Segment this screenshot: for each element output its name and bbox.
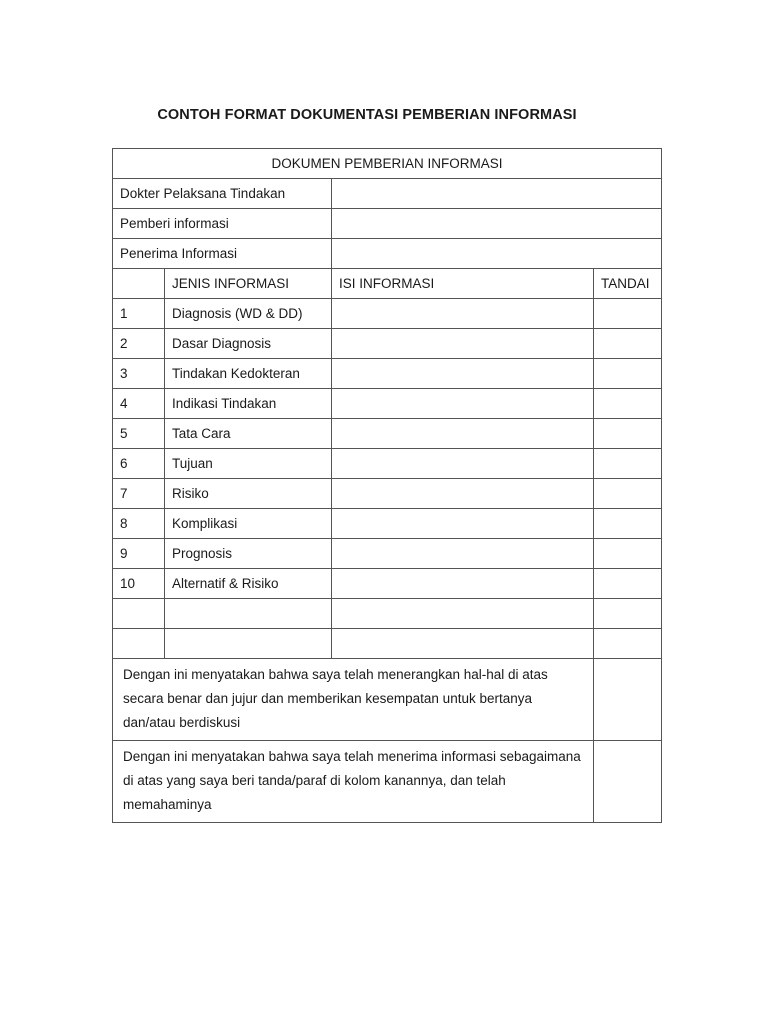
table-row <box>113 509 662 539</box>
item-isi-field[interactable] <box>332 329 594 359</box>
item-tanda-field[interactable] <box>594 449 662 479</box>
item-isi-field[interactable] <box>332 389 594 419</box>
table-row-blank <box>113 629 662 659</box>
table-row <box>113 569 662 599</box>
item-number[interactable] <box>113 629 165 659</box>
info-row-dokter <box>113 179 662 209</box>
table-header: DOKUMEN PEMBERIAN INFORMASI <box>113 149 662 179</box>
info-value-field[interactable] <box>332 179 662 209</box>
info-label: Penerima Informasi <box>113 239 332 269</box>
item-tanda-field[interactable] <box>594 509 662 539</box>
column-header-tanda: TANDAI <box>594 269 662 299</box>
item-tanda-field[interactable] <box>594 359 662 389</box>
column-header-row <box>113 269 662 299</box>
document-title: CONTOH FORMAT DOKUMENTASI PEMBERIAN INFORMASI <box>157 107 577 123</box>
item-tanda-field[interactable] <box>594 479 662 509</box>
table-row <box>113 449 662 479</box>
item-tanda-field[interactable] <box>594 539 662 569</box>
table-row <box>113 359 662 389</box>
item-jenis: Alternatif & Risiko <box>165 569 332 599</box>
information-form-table <box>112 148 662 823</box>
item-number: 2 <box>113 329 165 359</box>
column-header-isi: ISI INFORMASI <box>332 269 594 299</box>
item-jenis: Indikasi Tindakan <box>165 389 332 419</box>
item-tanda-field[interactable] <box>594 299 662 329</box>
item-jenis[interactable] <box>165 629 332 659</box>
table-header-row <box>113 149 662 179</box>
table-row <box>113 479 662 509</box>
item-jenis: Risiko <box>165 479 332 509</box>
item-isi-field[interactable] <box>332 299 594 329</box>
table-row-blank <box>113 599 662 629</box>
statement-tanda-field[interactable] <box>594 659 662 741</box>
info-value-field[interactable] <box>332 239 662 269</box>
item-number: 4 <box>113 389 165 419</box>
item-isi-field[interactable] <box>332 599 594 629</box>
item-tanda-field[interactable] <box>594 419 662 449</box>
item-jenis: Komplikasi <box>165 509 332 539</box>
item-number: 1 <box>113 299 165 329</box>
item-jenis: Tata Cara <box>165 419 332 449</box>
column-header-no <box>113 269 165 299</box>
item-number: 6 <box>113 449 165 479</box>
statement-text: Dengan ini menyatakan bahwa saya telah menerima informasi sebagaimana di atas yang saya beri tanda/paraf di kolom kanannya, dan telah memahaminya <box>113 741 594 823</box>
item-isi-field[interactable] <box>332 629 594 659</box>
info-row-pemberi <box>113 209 662 239</box>
item-tanda-field[interactable] <box>594 389 662 419</box>
item-jenis: Prognosis <box>165 539 332 569</box>
item-number: 9 <box>113 539 165 569</box>
item-jenis: Tujuan <box>165 449 332 479</box>
statement-row-penerima <box>113 741 662 823</box>
item-number: 7 <box>113 479 165 509</box>
item-jenis: Tindakan Kedokteran <box>165 359 332 389</box>
item-isi-field[interactable] <box>332 509 594 539</box>
statement-row-pemberi <box>113 659 662 741</box>
item-isi-field[interactable] <box>332 569 594 599</box>
item-tanda-field[interactable] <box>594 569 662 599</box>
item-number: 5 <box>113 419 165 449</box>
item-isi-field[interactable] <box>332 359 594 389</box>
table-row <box>113 329 662 359</box>
table-row <box>113 389 662 419</box>
info-label: Dokter Pelaksana Tindakan <box>113 179 332 209</box>
item-tanda-field[interactable] <box>594 329 662 359</box>
table-row <box>113 299 662 329</box>
item-tanda-field[interactable] <box>594 629 662 659</box>
info-row-penerima <box>113 239 662 269</box>
item-jenis[interactable] <box>165 599 332 629</box>
item-tanda-field[interactable] <box>594 599 662 629</box>
info-label: Pemberi informasi <box>113 209 332 239</box>
item-isi-field[interactable] <box>332 539 594 569</box>
item-number[interactable] <box>113 599 165 629</box>
item-isi-field[interactable] <box>332 419 594 449</box>
item-jenis: Diagnosis (WD & DD) <box>165 299 332 329</box>
item-number: 8 <box>113 509 165 539</box>
item-isi-field[interactable] <box>332 449 594 479</box>
item-number: 10 <box>113 569 165 599</box>
statement-text: Dengan ini menyatakan bahwa saya telah menerangkan hal-hal di atas secara benar dan jujur dan memberikan kesempatan untuk bertanya dan/atau berdiskusi <box>113 659 594 741</box>
item-isi-field[interactable] <box>332 479 594 509</box>
table-row <box>113 419 662 449</box>
statement-tanda-field[interactable] <box>594 741 662 823</box>
table-row <box>113 539 662 569</box>
item-number: 3 <box>113 359 165 389</box>
column-header-jenis: JENIS INFORMASI <box>165 269 332 299</box>
info-value-field[interactable] <box>332 209 662 239</box>
item-jenis: Dasar Diagnosis <box>165 329 332 359</box>
